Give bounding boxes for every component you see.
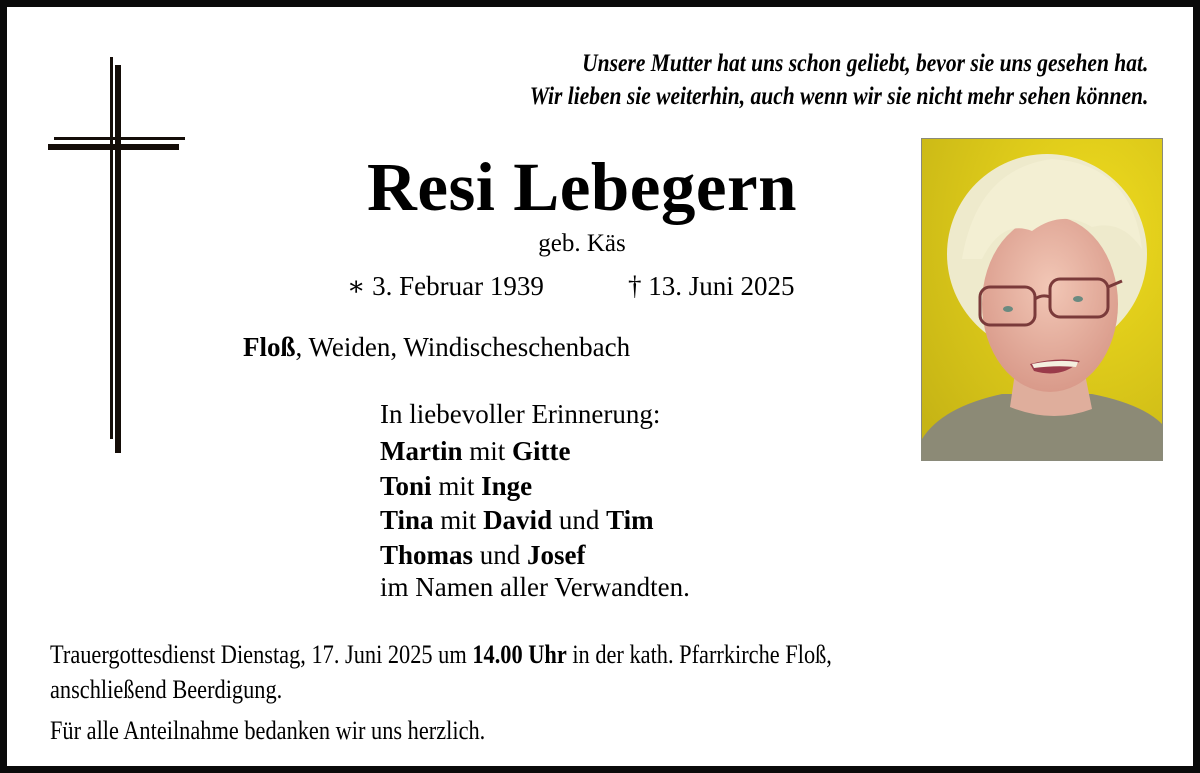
family-row (380, 538, 654, 573)
death-date-line (628, 270, 795, 302)
service-line-2: anschließend Beerdigung. (50, 675, 283, 704)
place-primary: Floß (243, 332, 296, 362)
birth-date: 3. Februar 1939 (372, 271, 544, 301)
family-name: Gitte (512, 436, 571, 466)
quote-line-2: Wir lieben sie weiterhin, auch wenn wir sie nicht mehr sehen können. (529, 83, 1148, 110)
service-time: 14.00 Uhr (472, 640, 567, 669)
family-name: David (483, 505, 553, 535)
deceased-name: Resi Lebegern (366, 149, 797, 225)
family-name: Inge (481, 470, 533, 501)
thanks-line: Für alle Anteilnahme bedanken wir uns herzlich. (50, 716, 486, 745)
maiden-name: geb. Käs (538, 230, 626, 257)
family-name: Josef (527, 539, 586, 570)
death-dagger-icon: † (628, 271, 642, 301)
birth-date-line (347, 270, 544, 302)
portrait-image (922, 139, 1162, 460)
cross-horizontal-thin-line (54, 137, 185, 140)
family-name: Thomas (380, 539, 474, 570)
family-list (380, 434, 654, 572)
family-connector: mit (462, 436, 512, 466)
remembrance-intro: In liebevoller Erinnerung: (380, 399, 661, 429)
cross-vertical-thick-line (115, 65, 121, 453)
portrait-photo (921, 138, 1163, 461)
family-name: Tim (606, 505, 654, 535)
places-other: , Weiden, Windischeschenbach (295, 332, 631, 362)
family-row (380, 503, 654, 538)
family-row (380, 434, 654, 469)
remembrance-closing: im Namen aller Verwandten. (380, 572, 690, 602)
quote-line-1: Unsere Mutter hat uns schon geliebt, bevor sie uns gesehen hat. (581, 50, 1148, 77)
service-line-1 (50, 637, 832, 672)
family-connector: und (552, 505, 607, 535)
places-line (243, 330, 630, 364)
family-name: Martin (380, 436, 463, 466)
family-connector: mit (431, 470, 482, 501)
family-name: Toni (380, 470, 432, 501)
family-name: Tina (380, 505, 434, 535)
memorial-quote (529, 47, 1148, 113)
birth-star-icon: ∗ (347, 271, 366, 301)
service-text: Trauergottesdienst Dienstag, 17. Juni 2025 um (50, 640, 473, 669)
service-location: in der kath. Pfarrkirche Floß, (566, 640, 832, 669)
service-info (50, 637, 832, 748)
cross-horizontal-thick-line (48, 144, 179, 150)
death-date: 13. Juni 2025 (648, 271, 795, 301)
family-row (380, 469, 654, 504)
cross-vertical-thin-line (110, 57, 113, 439)
family-connector: und (473, 539, 528, 570)
family-connector: mit (433, 505, 484, 535)
